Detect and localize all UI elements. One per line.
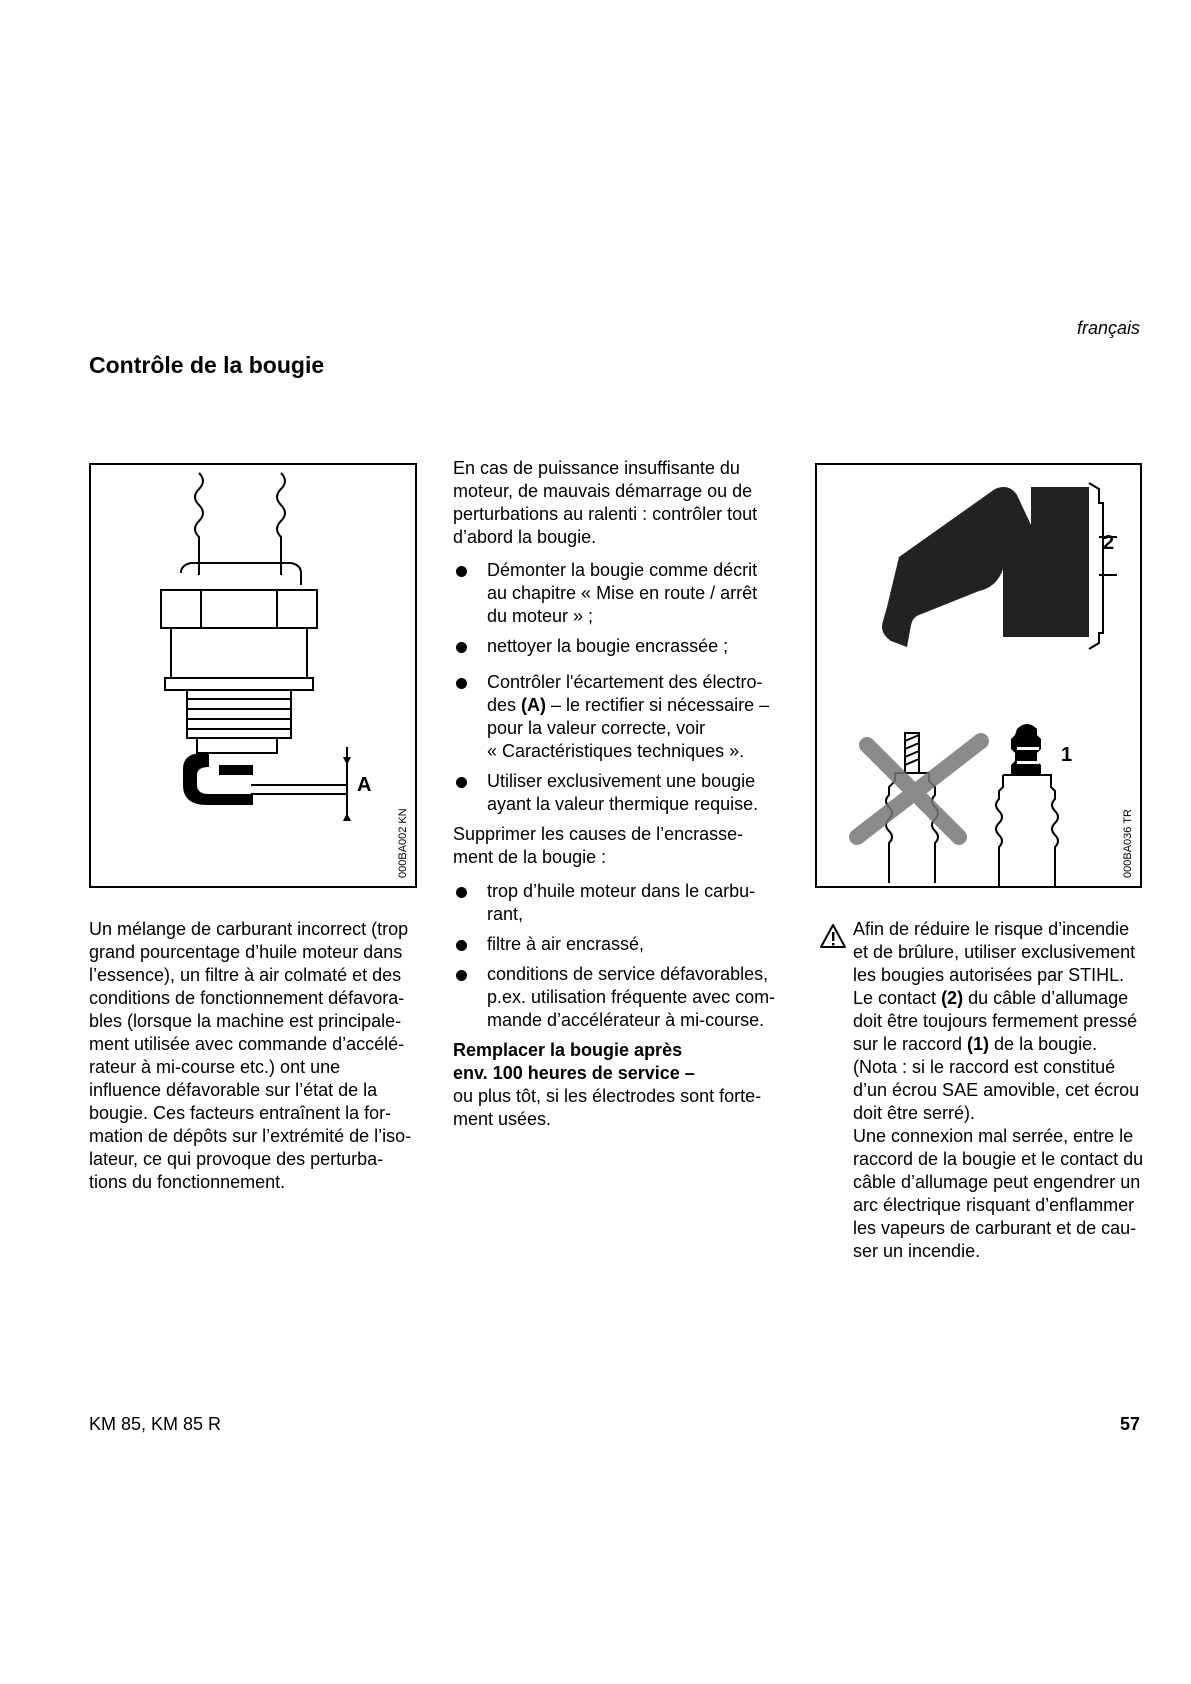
spark-plug-figure: [89, 463, 417, 888]
warning-ref-1: (1): [967, 1034, 990, 1054]
ignition-lead-figure: [815, 463, 1142, 888]
causes-list: [453, 880, 798, 1032]
list-item: nettoyer la bougie encrassée ;: [453, 635, 798, 658]
warning-text-3: de la bougie. (Nota : si le raccord est constitué d’un écrou SAE amovible, cet écrou doit être serré). Une connexion mal serrée, entre le raccord de la bougie et le contact du câble d’allumage peut engendrer un arc électrique risquant d’enflammer les vapeurs de carburant et de cau- ser un incendie.: [853, 1034, 1144, 1261]
warning-text-1: Afin de réduire le risque d’incendie et de brûlure, utiliser exclusivement les bougies autorisées par STIHL. Le contact: [853, 919, 1136, 1008]
deposit-explanation: Un mélange de carburant incorrect (trop grand pourcentage d’huile moteur dans l’essence), un filtre à air colmaté et des conditions de fonctionnement défavora- bles (lorsque la machine est principale- ment utilisée avec commande d’accélé- rateur à mi-course etc.) ont une influence défavorable sur l’état de la bougie. Ces facteurs entraînent la for- mation de dépôts sur l’extrémité de l’iso- lateur, ce qui provoque des perturba- tions du fonctionnement.: [89, 919, 412, 1192]
replace-heading: Remplacer la bougie après env. 100 heures de service –: [453, 1040, 695, 1083]
label-2: 2: [1103, 532, 1115, 554]
ignition-lead-illustration: [817, 465, 1140, 886]
warning-ref-2: (2): [941, 988, 964, 1008]
page-number: 57: [1119, 1414, 1140, 1434]
list-item: trop d’huile moteur dans le carbu- rant,: [453, 880, 798, 926]
footer-model: KM 85, KM 85 R: [89, 1414, 222, 1434]
safety-warning: [853, 918, 1153, 1263]
language-label: français: [1076, 318, 1140, 338]
list-item: Utiliser exclusivement une bougie ayant la valeur thermique requise.: [453, 770, 798, 816]
step-text-bold: (A): [521, 695, 547, 715]
section-title: Contrôle de la bougie: [89, 352, 325, 378]
figure-code-left: 000BA002 KN: [397, 808, 409, 878]
step-text-post: – le rectifier si nécessaire – pour la valeur correcte, voir « Caractéristiques techniques ».: [487, 695, 770, 761]
check-steps-list: [453, 559, 798, 816]
replace-text: ou plus tôt, si les électrodes sont forte- ment usées.: [453, 1086, 762, 1129]
middle-column: [453, 457, 798, 1131]
figure-code-right: 000BA036 TR: [1122, 809, 1134, 878]
spark-plug-illustration: [91, 465, 415, 886]
step-text-pre: Contrôler l'écartement des électro- des: [487, 672, 763, 715]
list-item: conditions de service défavorables, p.ex. utilisation fréquente avec com- mande d’accélérateur à mi-course.: [453, 963, 798, 1032]
label-1: 1: [1061, 744, 1073, 766]
gap-label-a: A: [357, 774, 372, 796]
list-item: Démonter la bougie comme décrit au chapitre « Mise en route / arrêt du moteur » ;: [453, 559, 798, 628]
list-item: filtre à air encrassé,: [453, 933, 798, 956]
causes-intro: Supprimer les causes de l’encrasse- ment de la bougie :: [453, 824, 744, 867]
warning-triangle-icon: [819, 923, 847, 949]
warning-text-2: du câble d’allumage doit être toujours fermement pressé sur le raccord: [853, 988, 1138, 1054]
list-item: [453, 671, 798, 763]
intro-text: En cas de puissance insuffisante du moteur, de mauvais démarrage ou de perturbations au ralenti : contrôler tout d’abord la bougie.: [453, 458, 758, 547]
